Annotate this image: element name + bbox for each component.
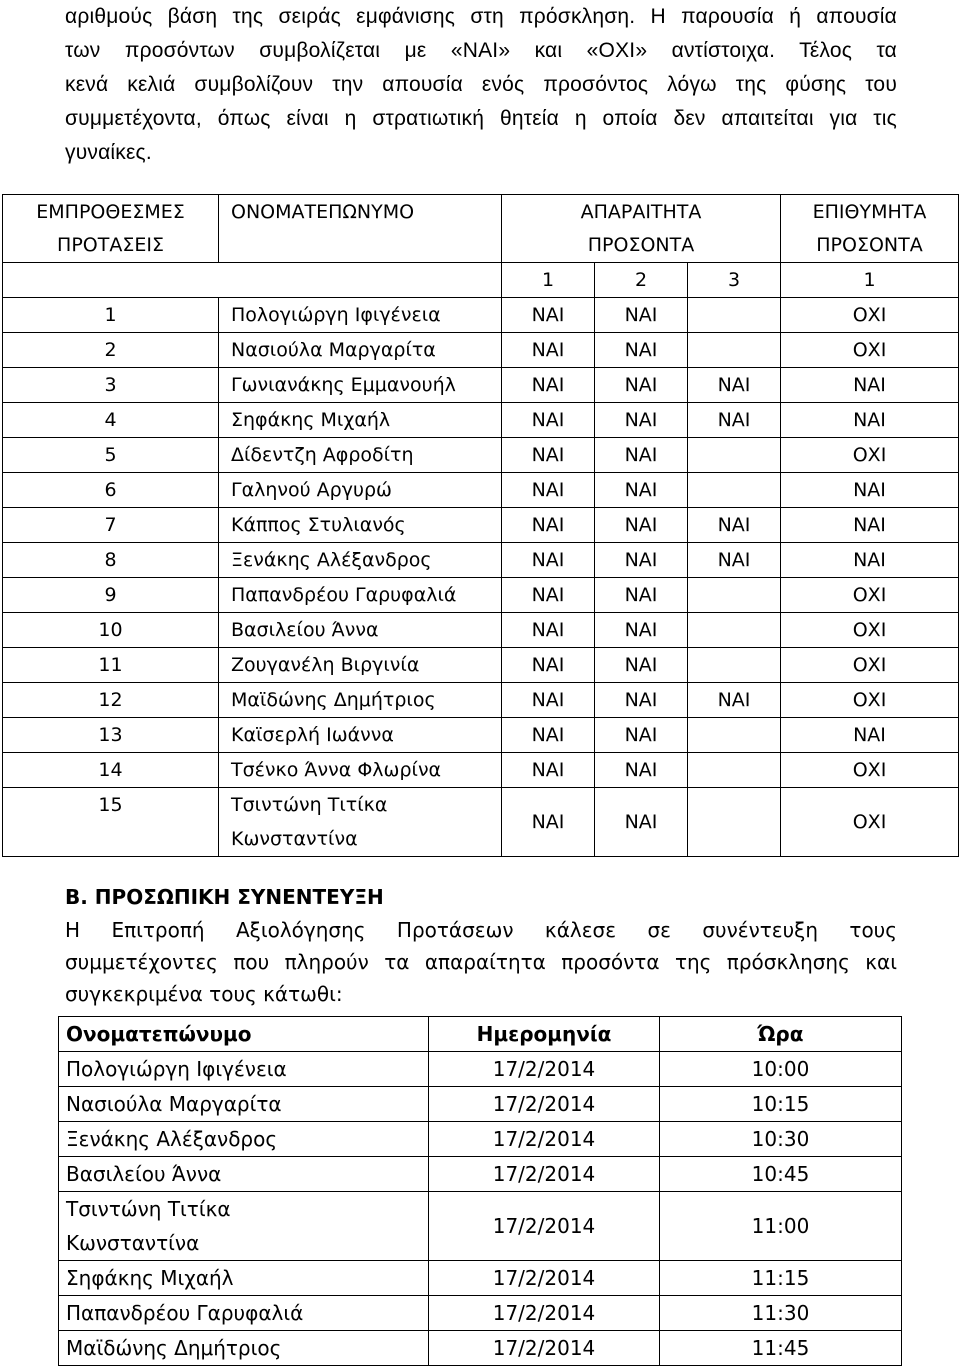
row-number: 7 bbox=[3, 508, 219, 543]
row-req-3: ΝΑΙ bbox=[688, 368, 781, 403]
row-req-3: ΝΑΙ bbox=[688, 683, 781, 718]
schedule-date: 17/2/2014 bbox=[429, 1331, 660, 1366]
row-des-1: ΟΧΙ bbox=[781, 578, 959, 613]
row-req-3 bbox=[688, 333, 781, 368]
table-row bbox=[3, 508, 959, 543]
intro-line: γυναίκες. bbox=[65, 141, 152, 164]
row-des-1: ΝΑΙ bbox=[781, 403, 959, 438]
table-row bbox=[59, 1192, 902, 1261]
header-fullname bbox=[219, 195, 502, 263]
row-number: 10 bbox=[3, 613, 219, 648]
row-number: 1 bbox=[3, 298, 219, 333]
schedule-name: Σηφάκης Μιχαήλ bbox=[59, 1261, 429, 1296]
header-date: Ημερομηνία bbox=[429, 1017, 660, 1052]
table-row bbox=[59, 1331, 902, 1366]
table-row bbox=[59, 1122, 902, 1157]
table-row bbox=[3, 438, 959, 473]
row-req-1: ΝΑΙ bbox=[502, 753, 595, 788]
schedule-name: Παπανδρέου Γαρυφαλιά bbox=[59, 1296, 429, 1331]
row-req-2: ΝΑΙ bbox=[595, 508, 688, 543]
row-req-1: ΝΑΙ bbox=[502, 578, 595, 613]
row-req-3 bbox=[688, 753, 781, 788]
row-des-1: ΝΑΙ bbox=[781, 718, 959, 753]
row-name: Ζουγανέλη Βιργινία bbox=[219, 648, 502, 683]
schedule-date: 17/2/2014 bbox=[429, 1122, 660, 1157]
section-b-line: συμμετέχοντες που πληρούν τα απαραίτητα προσόντα της πρόσκλησης και bbox=[65, 950, 897, 974]
table-row bbox=[3, 473, 959, 508]
row-req-2: ΝΑΙ bbox=[595, 298, 688, 333]
row-name: Παπανδρέου Γαρυφαλιά bbox=[219, 578, 502, 613]
header-desired-line2: ΠΡΟΣΟΝΤΑ bbox=[816, 234, 923, 256]
header-name: Ονοματεπώνυμο bbox=[59, 1017, 429, 1052]
row-number: 4 bbox=[3, 403, 219, 438]
header-fullname-text: ΟΝΟΜΑΤΕΠΩΝΥΜΟ bbox=[231, 201, 415, 223]
schedule-name: Πολογιώργη Ιφιγένεια bbox=[59, 1052, 429, 1087]
section-b-paragraph bbox=[65, 914, 897, 1010]
table-row bbox=[59, 1157, 902, 1192]
row-name: Μαϊδώνης Δημήτριος bbox=[219, 683, 502, 718]
row-des-1: ΟΧΙ bbox=[781, 613, 959, 648]
row-name: Κάππος Στυλιανός bbox=[219, 508, 502, 543]
row-req-1: ΝΑΙ bbox=[502, 788, 595, 857]
table-row bbox=[3, 648, 959, 683]
row-req-1: ΝΑΙ bbox=[502, 613, 595, 648]
row-req-2: ΝΑΙ bbox=[595, 368, 688, 403]
row-req-1: ΝΑΙ bbox=[502, 333, 595, 368]
intro-line: συμμετέχοντα, όπως είναι η στρατιωτική θητεία η οποία δεν απαιτείται για τις bbox=[65, 107, 897, 130]
row-name: Γωνιανάκης Εμμανουήλ bbox=[219, 368, 502, 403]
row-req-1: ΝΑΙ bbox=[502, 648, 595, 683]
table-row bbox=[3, 298, 959, 333]
section-b bbox=[65, 880, 897, 1010]
table-row bbox=[3, 403, 959, 438]
row-des-1: ΟΧΙ bbox=[781, 753, 959, 788]
row-name: Καϊσερλή Ιωάννα bbox=[219, 718, 502, 753]
row-des-1: ΝΑΙ bbox=[781, 543, 959, 578]
schedule-time: 10:45 bbox=[660, 1157, 902, 1192]
row-req-3 bbox=[688, 613, 781, 648]
row-name: Νασιούλα Μαργαρίτα bbox=[219, 333, 502, 368]
row-req-2: ΝΑΙ bbox=[595, 753, 688, 788]
schedule-time: 11:15 bbox=[660, 1261, 902, 1296]
row-number: 6 bbox=[3, 473, 219, 508]
row-req-1: ΝΑΙ bbox=[502, 718, 595, 753]
intro-line: αριθμούς βάση της σειράς εμφάνισης στη πρόσκληση. Η παρουσία ή απουσία bbox=[65, 5, 897, 28]
row-req-1: ΝΑΙ bbox=[502, 683, 595, 718]
row-number: 11 bbox=[3, 648, 219, 683]
row-name: Γαληνού Αργυρώ bbox=[219, 473, 502, 508]
row-req-3: ΝΑΙ bbox=[688, 543, 781, 578]
row-name: Τσένκο Άννα Φλωρίνα bbox=[219, 753, 502, 788]
header-required-line2: ΠΡΟΣΟΝΤΑ bbox=[587, 234, 695, 256]
table-row bbox=[59, 1087, 902, 1122]
row-req-2: ΝΑΙ bbox=[595, 648, 688, 683]
intro-line: κενά κελιά συμβολίζουν την απουσία ενός προσόντος λόγω της φύσης του bbox=[65, 73, 897, 96]
row-des-1: ΟΧΙ bbox=[781, 333, 959, 368]
header-proposals-line1: ΕΜΠΡΟΘΕΣΜΕΣ bbox=[36, 201, 185, 223]
row-req-2: ΝΑΙ bbox=[595, 578, 688, 613]
schedule-time: 11:30 bbox=[660, 1296, 902, 1331]
candidates-header-row bbox=[3, 195, 959, 263]
row-number: 2 bbox=[3, 333, 219, 368]
row-number: 12 bbox=[3, 683, 219, 718]
row-req-3 bbox=[688, 298, 781, 333]
schedule-date: 17/2/2014 bbox=[429, 1157, 660, 1192]
row-des-1: ΟΧΙ bbox=[781, 788, 959, 857]
table-row bbox=[3, 683, 959, 718]
header-required-line1: ΑΠΑΡΑΙΤΗΤΑ bbox=[580, 201, 702, 223]
schedule-date: 17/2/2014 bbox=[429, 1261, 660, 1296]
row-name: Πολογιώργη Ιφιγένεια bbox=[219, 298, 502, 333]
row-req-2: ΝΑΙ bbox=[595, 683, 688, 718]
row-req-2: ΝΑΙ bbox=[595, 473, 688, 508]
row-des-1: ΟΧΙ bbox=[781, 438, 959, 473]
schedule-time: 10:15 bbox=[660, 1087, 902, 1122]
schedule-name: Βασιλείου Άννα bbox=[59, 1157, 429, 1192]
row-req-2: ΝΑΙ bbox=[595, 333, 688, 368]
table-row bbox=[3, 578, 959, 613]
header-desired bbox=[781, 195, 959, 263]
table-row bbox=[3, 718, 959, 753]
row-name-line1: Τσιντώνη Τιτίκα bbox=[231, 794, 388, 816]
schedule-time: 10:30 bbox=[660, 1122, 902, 1157]
header-required bbox=[502, 195, 781, 263]
row-req-3 bbox=[688, 473, 781, 508]
section-b-title: Β. ΠΡΟΣΩΠΙΚΗ ΣΥΝΕΝΤΕΥΞΗ bbox=[65, 885, 384, 909]
row-des-1: ΟΧΙ bbox=[781, 683, 959, 718]
table-row bbox=[59, 1261, 902, 1296]
schedule-date: 17/2/2014 bbox=[429, 1087, 660, 1122]
header-proposals bbox=[3, 195, 219, 263]
row-name: Δίδεντζη Αφροδίτη bbox=[219, 438, 502, 473]
subheader-des-1: 1 bbox=[781, 263, 959, 298]
schedule-name: Νασιούλα Μαργαρίτα bbox=[59, 1087, 429, 1122]
table-row bbox=[59, 1052, 902, 1087]
row-number: 14 bbox=[3, 753, 219, 788]
row-req-3 bbox=[688, 438, 781, 473]
row-name: Βασιλείου Άννα bbox=[219, 613, 502, 648]
table-row bbox=[3, 788, 959, 857]
row-req-1: ΝΑΙ bbox=[502, 438, 595, 473]
table-row bbox=[3, 613, 959, 648]
candidates-subheader-row bbox=[3, 263, 959, 298]
table-row bbox=[3, 753, 959, 788]
header-time: Ώρα bbox=[660, 1017, 902, 1052]
row-name: Ξενάκης Αλέξανδρος bbox=[219, 543, 502, 578]
row-des-1: ΝΑΙ bbox=[781, 508, 959, 543]
row-req-1: ΝΑΙ bbox=[502, 543, 595, 578]
row-number: 5 bbox=[3, 438, 219, 473]
row-req-3 bbox=[688, 718, 781, 753]
row-number: 8 bbox=[3, 543, 219, 578]
subheader-req-1: 1 bbox=[502, 263, 595, 298]
candidates-table bbox=[2, 194, 959, 857]
schedule-name: Μαϊδώνης Δημήτριος bbox=[59, 1331, 429, 1366]
schedule-header-row bbox=[59, 1017, 902, 1052]
row-name bbox=[219, 788, 502, 857]
row-req-2: ΝΑΙ bbox=[595, 788, 688, 857]
row-req-3: ΝΑΙ bbox=[688, 403, 781, 438]
intro-paragraph bbox=[65, 0, 897, 170]
row-des-1: ΝΑΙ bbox=[781, 473, 959, 508]
row-req-2: ΝΑΙ bbox=[595, 718, 688, 753]
row-req-1: ΝΑΙ bbox=[502, 368, 595, 403]
subheader-req-2: 2 bbox=[595, 263, 688, 298]
row-des-1: ΟΧΙ bbox=[781, 298, 959, 333]
schedule-time: 10:00 bbox=[660, 1052, 902, 1087]
schedule-name bbox=[59, 1192, 429, 1261]
interview-schedule-table bbox=[58, 1016, 902, 1366]
row-req-1: ΝΑΙ bbox=[502, 473, 595, 508]
header-proposals-line2: ΠΡΟΤΑΣΕΙΣ bbox=[57, 234, 164, 256]
table-row bbox=[3, 333, 959, 368]
row-number: 15 bbox=[3, 788, 219, 857]
row-des-1: ΟΧΙ bbox=[781, 648, 959, 683]
row-req-2: ΝΑΙ bbox=[595, 613, 688, 648]
row-req-2: ΝΑΙ bbox=[595, 403, 688, 438]
row-req-1: ΝΑΙ bbox=[502, 508, 595, 543]
section-b-line: συγκεκριμένα τους κάτωθι: bbox=[65, 982, 343, 1006]
row-number: 13 bbox=[3, 718, 219, 753]
row-number: 3 bbox=[3, 368, 219, 403]
row-req-2: ΝΑΙ bbox=[595, 543, 688, 578]
row-name: Σηφάκης Μιχαήλ bbox=[219, 403, 502, 438]
header-desired-line1: ΕΠΙΘΥΜΗΤΑ bbox=[812, 201, 927, 223]
schedule-name: Ξενάκης Αλέξανδρος bbox=[59, 1122, 429, 1157]
row-number: 9 bbox=[3, 578, 219, 613]
row-req-2: ΝΑΙ bbox=[595, 438, 688, 473]
row-req-1: ΝΑΙ bbox=[502, 298, 595, 333]
row-req-3: ΝΑΙ bbox=[688, 508, 781, 543]
table-row bbox=[3, 543, 959, 578]
intro-line: των προσόντων συμβολίζεται με «ΝΑΙ» και «ΟΧΙ» αντίστοιχα. Τέλος τα bbox=[65, 39, 897, 62]
row-req-3 bbox=[688, 788, 781, 857]
schedule-time: 11:45 bbox=[660, 1331, 902, 1366]
schedule-name-line2: Κωνσταντίνα bbox=[66, 1231, 200, 1255]
row-name-line2: Κωνσταντίνα bbox=[231, 828, 358, 850]
subheader-req-3: 3 bbox=[688, 263, 781, 298]
table-row bbox=[3, 368, 959, 403]
schedule-time: 11:00 bbox=[660, 1192, 902, 1261]
section-b-line: Η Επιτροπή Αξιολόγησης Προτάσεων κάλεσε σε συνέντευξη τους bbox=[65, 918, 897, 942]
schedule-date: 17/2/2014 bbox=[429, 1296, 660, 1331]
schedule-name-line1: Τσιντώνη Τιτίκα bbox=[66, 1197, 231, 1221]
subheader-empty bbox=[3, 263, 502, 298]
row-req-1: ΝΑΙ bbox=[502, 403, 595, 438]
schedule-date: 17/2/2014 bbox=[429, 1192, 660, 1261]
row-req-3 bbox=[688, 648, 781, 683]
table-row bbox=[59, 1296, 902, 1331]
row-req-3 bbox=[688, 578, 781, 613]
schedule-date: 17/2/2014 bbox=[429, 1052, 660, 1087]
row-des-1: ΝΑΙ bbox=[781, 368, 959, 403]
